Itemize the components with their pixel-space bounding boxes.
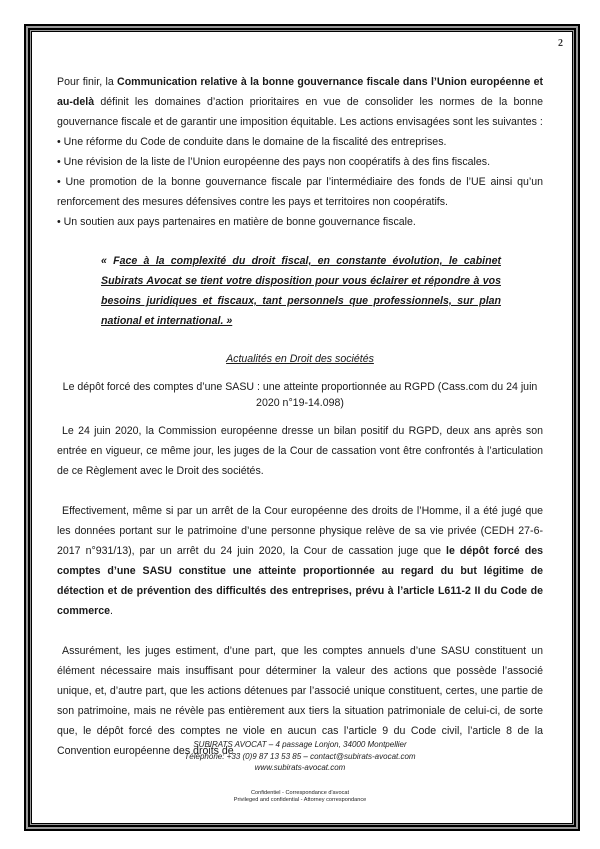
bullet-item: • Une réforme du Code de conduite dans le domaine de la fiscalité des entreprises. [57,132,543,152]
page-number: 2 [558,38,563,49]
intro-text: Pour finir, la [57,76,118,88]
article-title: Le dépôt forcé des comptes d’une SASU : une atteinte proportionnée au RGPD (Cass.com du 24 juin 2020 n°19-14.098) [62,381,538,409]
footer-contact: Téléphone: +33 (0)9 87 13 53 85 – contact@subirats-avocat.com [184,751,416,761]
footer-confidential-block [0,790,600,804]
confidential-fr: Confidentiel - Correspondance d'avocat [250,790,350,796]
bullet-item: • Une révision de la liste de l’Union européenne des pays non coopératifs à des fins fiscales. [57,152,543,172]
confidential-en: Privileged and confidential - Attorney correspondance [233,797,367,803]
intro-bold: Communication relative à la bonne gouvernance fiscale dans l’Union européenne et au-delà [57,76,543,108]
quote-open: « F [101,255,120,267]
intro-paragraph [57,72,543,132]
paragraph-text: Effectivement, même si par un arrêt de la Cour européenne des droits de l’Homme, il a été jugé que les données portant sur le patrimoine d’une personne physique relève de sa vie privée (CEDH 27-6-2017 n°931/13), par un arrêt du 24 juin 2020, la Cour de cassation juge que [57,505,543,557]
quote-block [101,251,501,331]
paragraph [57,501,543,621]
footer-address: SUBIRATS AVOCAT – 4 passage Lonjon, 34000 Montpellier [193,740,407,749]
paragraph: Le 24 juin 2020, la Commission européenne dresse un bilan positif du RGPD, deux ans après son entrée en vigueur, ce même jour, les juges de la Cour de cassation vont être confrontés à l’articulation de ce Règlement avec le Droit des sociétés. [57,425,543,477]
intro-text-end: définit les domaines d’action prioritaires en vue de consolider les normes de la bonne gouvernance fiscale et de garantir une imposition équitable. Les actions envisagées sont les suivantes : [57,96,543,128]
footer-website[interactable]: www.subirats-avocat.com [254,763,346,772]
footer-address-block [0,739,600,774]
document-body [57,72,543,772]
quote-body: ace à la complexité du droit fiscal, en constante évolution, le cabinet Subirats Avocat se tient votre disposition pour vous éclairer et répondre à vos besoins juridiques et fiscaux, tant personnels que professionnels, sur plan national et international. » [101,255,501,327]
bullet-item: • Un soutien aux pays partenaires en matière de bonne gouvernance fiscale. [57,212,543,232]
paragraph: Assurément, les juges estiment, d’une part, que les comptes annuels d’une SASU constituent un élément nécessaire mais insuffisant pour déterminer la valeur des actions que possède l’associé unique, et, d’autre part, que les actions détenues par l’associé unique constituent, certes, une partie de son patrimoine, mais ne révèle pas entièrement aux tiers la situation patrimoniale de celui-ci, de sorte que, le dépôt forcé des comptes ne viole en aucun cas l’article 9 du Code civil, l’article 8 de la Convention européenne des droits de [57,645,543,757]
bullet-item: • Une promotion de la bonne gouvernance fiscale par l’intermédiaire des fonds de l’UE ainsi qu’un renforcement des mesures défensives contre les pays et territoires non coopératifs. [57,172,543,212]
paragraph-text-end: . [110,605,113,617]
paragraph-bold: le dépôt forcé des comptes d’une SASU constitue une atteinte proportionnée au regard du but légitime de détection et de prévention des difficultés des entreprises, prévu à l’article L611-2 II du Code de commerce [57,545,543,617]
section-title: Actualités en Droit des sociétés [226,353,374,365]
